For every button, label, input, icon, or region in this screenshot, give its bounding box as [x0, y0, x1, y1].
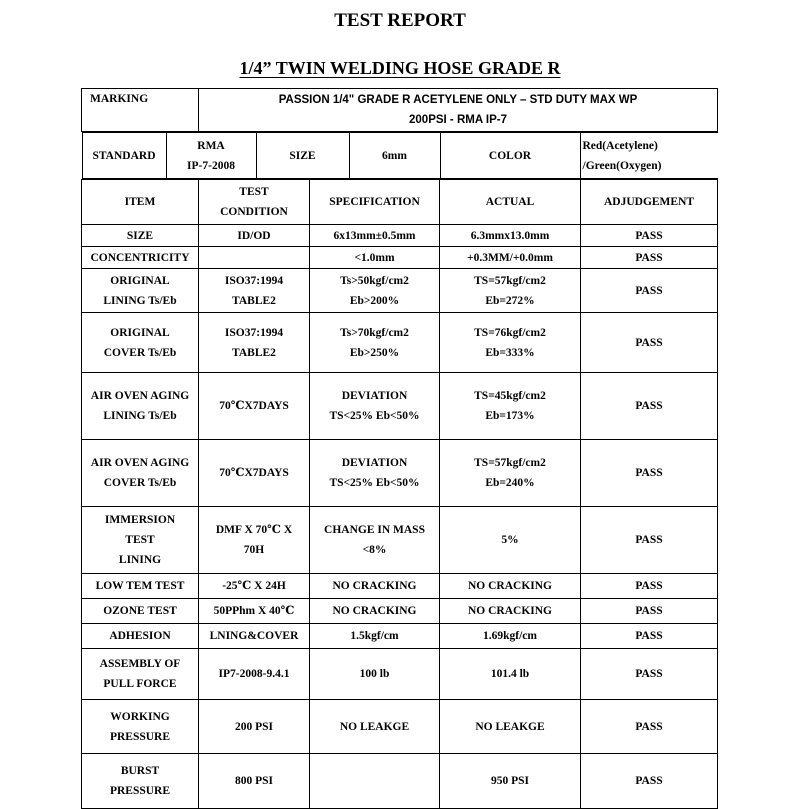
cell-condition-line: 200 PSI: [234, 720, 274, 733]
cell-spec-line: <1.0mm: [354, 251, 395, 264]
cell-result: PASS: [581, 269, 718, 313]
table-row: [82, 700, 718, 754]
cell-spec-line: DEVIATION: [341, 390, 408, 402]
cell-result: PASS: [581, 225, 718, 247]
cell-condition: [199, 649, 310, 700]
cell-item-line: AIR OVEN AGING: [90, 390, 190, 402]
cell-spec-line: NO CRACKING: [332, 580, 417, 592]
table-row: [82, 440, 718, 507]
cell-actual: [440, 599, 581, 624]
cell-condition: [199, 225, 310, 247]
table-row: [82, 247, 718, 269]
table-row: [82, 624, 718, 649]
cell-spec: [310, 440, 440, 507]
col-test-condition-line-1: TEST: [239, 186, 269, 198]
cell-result: PASS: [581, 373, 718, 440]
cell-actual: [440, 247, 581, 269]
cell-item-line: OZONE TEST: [103, 605, 177, 617]
cell-spec-line: Ts>70kgf/cm2: [340, 326, 409, 339]
standard-line-2: IP-7-2008: [187, 159, 235, 172]
standard-subtable: [82, 132, 718, 179]
cell-actual-line: TS=45kgf/cm2: [474, 390, 546, 402]
col-item: ITEM: [82, 180, 199, 225]
cell-item: [82, 649, 199, 700]
color-line-1: Red(Acetylene): [582, 139, 658, 152]
cell-condition-line: ID/OD: [237, 229, 271, 242]
cell-condition-line: IP7-2008-9.4.1: [218, 668, 290, 680]
cell-item-line: LINING Ts/Eb: [103, 294, 177, 307]
cell-result: PASS: [581, 599, 718, 624]
test-report-table: [81, 88, 718, 809]
table-row: [82, 313, 718, 373]
table-row: [82, 373, 718, 440]
cell-actual: [440, 700, 581, 754]
cell-item: [82, 754, 199, 809]
cell-spec-line: CHANGE IN MASS: [324, 524, 425, 536]
cell-item-line: CONCENTRICITY: [90, 251, 190, 264]
cell-spec-line: NO LEAKGE: [339, 720, 410, 733]
cell-spec: [310, 754, 440, 809]
cell-spec-line: Eb>250%: [349, 346, 400, 359]
marking-value: [199, 89, 718, 132]
col-specification: SPECIFICATION: [310, 180, 440, 225]
cell-condition: [199, 754, 310, 809]
report-subtitle: [0, 58, 800, 79]
cell-item-line: PULL FORCE: [103, 678, 177, 690]
cell-condition-line: DMF X 70℃ X: [215, 524, 293, 536]
cell-spec: [310, 269, 440, 313]
cell-item-line: IMMERSION: [104, 514, 176, 526]
cell-actual-line: TS=57kgf/cm2: [474, 274, 546, 287]
cell-condition: [199, 700, 310, 754]
cell-item-line: ORIGINAL: [110, 326, 170, 339]
cell-condition: [199, 574, 310, 599]
cell-spec: [310, 507, 440, 574]
cell-condition: [199, 624, 310, 649]
cell-actual: [440, 754, 581, 809]
marking-line-2: 200PSI - RMA IP-7: [409, 114, 508, 126]
cell-actual-line: Eb=173%: [485, 410, 535, 422]
cell-condition: [199, 440, 310, 507]
cell-result: PASS: [581, 247, 718, 269]
table-row: [82, 599, 718, 624]
cell-item: [82, 574, 199, 599]
cell-spec: [310, 313, 440, 373]
cell-actual: [440, 624, 581, 649]
column-header-row: [82, 180, 718, 225]
cell-actual-line: TS=57kgf/cm2: [474, 457, 546, 469]
cell-condition: [199, 269, 310, 313]
report-subtitle-text: 1/4” TWIN WELDING HOSE GRADE R: [239, 58, 561, 78]
cell-condition-line: ISO37:1994: [224, 326, 284, 339]
col-test-condition: [199, 180, 310, 225]
cell-actual: [440, 507, 581, 574]
cell-result: PASS: [581, 754, 718, 809]
cell-actual-line: NO LEAKGE: [475, 720, 545, 733]
cell-item: [82, 373, 199, 440]
cell-item-line: WORKING: [110, 710, 170, 723]
cell-item-line: AIR OVEN AGING: [90, 457, 190, 469]
cell-actual-line: TS=76kgf/cm2: [474, 326, 546, 339]
cell-item-line: PRESSURE: [109, 730, 171, 743]
cell-actual: [440, 649, 581, 700]
cell-spec-line: DEVIATION: [341, 457, 408, 469]
table-row: [82, 574, 718, 599]
cell-actual-line: Eb=240%: [485, 477, 535, 489]
cell-spec-line: TS<25% Eb<50%: [329, 477, 420, 489]
cell-item: [82, 247, 199, 269]
cell-actual: [440, 574, 581, 599]
cell-item-line: SIZE: [126, 229, 154, 242]
cell-actual-line: 101.4 lb: [490, 668, 530, 680]
size-label: SIZE: [256, 133, 349, 179]
cell-condition-line: LNING&COVER: [209, 630, 299, 642]
cell-item-line: LINING Ts/Eb: [103, 410, 177, 422]
cell-spec: [310, 574, 440, 599]
cell-result: PASS: [581, 624, 718, 649]
cell-actual: [440, 269, 581, 313]
cell-condition-line: ISO37:1994: [224, 274, 284, 287]
size-value: 6mm: [349, 133, 440, 179]
table-row: [82, 754, 718, 809]
cell-actual-line: Eb=333%: [485, 346, 535, 359]
cell-spec-line: NO CRACKING: [332, 605, 417, 617]
cell-spec: [310, 373, 440, 440]
marking-label: MARKING: [82, 89, 199, 132]
cell-item: [82, 700, 199, 754]
cell-actual-line: 950 PSI: [490, 775, 530, 787]
cell-item: [82, 624, 199, 649]
cell-condition: [199, 247, 310, 269]
table-row: [82, 507, 718, 574]
cell-actual-line: NO CRACKING: [467, 605, 552, 617]
cell-item: [82, 440, 199, 507]
cell-spec: [310, 247, 440, 269]
table-row: [82, 649, 718, 700]
col-adjudgement: ADJUDGEMENT: [581, 180, 718, 225]
cell-item-line: LINING: [118, 554, 162, 566]
table-row: [82, 225, 718, 247]
cell-spec: [310, 700, 440, 754]
cell-condition-line: -25℃ X 24H: [222, 580, 286, 592]
cell-condition: [199, 599, 310, 624]
cell-spec-line: 6x13mm±0.5mm: [333, 229, 416, 242]
cell-condition-line: TABLE2: [232, 294, 276, 307]
cell-item-line: COVER Ts/Eb: [103, 477, 177, 489]
color-value: [580, 133, 718, 179]
cell-condition-line: 800 PSI: [234, 775, 274, 787]
cell-condition-line: 70℃X7DAYS: [219, 467, 289, 479]
cell-actual-line: Eb=272%: [485, 294, 535, 307]
cell-actual: [440, 225, 581, 247]
cell-item: [82, 269, 199, 313]
cell-condition: [199, 313, 310, 373]
cell-actual-line: 1.69kgf/cm: [483, 630, 537, 642]
marking-row: [82, 89, 718, 132]
cell-item-line: BURST: [120, 765, 160, 777]
cell-result: PASS: [581, 507, 718, 574]
cell-condition-line: TABLE2: [232, 346, 276, 359]
cell-item-line: ASSEMBLY OF: [99, 658, 181, 670]
cell-item: [82, 507, 199, 574]
standard-row: [82, 132, 718, 180]
col-actual: ACTUAL: [440, 180, 581, 225]
cell-condition-line: 70H: [243, 544, 265, 556]
cell-actual: [440, 373, 581, 440]
cell-actual-line: 5%: [501, 534, 519, 546]
cell-spec: [310, 624, 440, 649]
cell-spec: [310, 599, 440, 624]
standard-value: [166, 133, 256, 179]
cell-item-line: ORIGINAL: [110, 274, 170, 287]
cell-spec-line: 100 lb: [359, 668, 390, 680]
cell-item-line: ADHESION: [109, 630, 171, 642]
standard-label: STANDARD: [82, 133, 166, 179]
cell-item-line: COVER Ts/Eb: [103, 346, 177, 359]
cell-result: PASS: [581, 313, 718, 373]
marking-line-1: PASSION 1/4" GRADE R ACETYLENE ONLY – STD DUTY MAX WP: [278, 94, 638, 106]
cell-result: PASS: [581, 649, 718, 700]
cell-spec-line: Eb>200%: [349, 294, 400, 307]
table-row: [82, 269, 718, 313]
cell-spec-line: TS<25% Eb<50%: [329, 410, 420, 422]
cell-spec-line: Ts>50kgf/cm2: [340, 274, 409, 287]
cell-actual-line: +0.3MM/+0.0mm: [467, 251, 553, 264]
cell-actual-line: NO CRACKING: [467, 580, 552, 592]
report-title: TEST REPORT: [334, 10, 466, 31]
cell-spec: [310, 225, 440, 247]
cell-result: PASS: [581, 574, 718, 599]
cell-spec-line: 1.5kgf/cm: [350, 630, 399, 642]
cell-condition-line: 70℃X7DAYS: [219, 400, 289, 412]
cell-actual: [440, 313, 581, 373]
cell-condition: [199, 373, 310, 440]
cell-condition: [199, 507, 310, 574]
cell-item-line: PRESSURE: [109, 785, 171, 797]
cell-result: PASS: [581, 700, 718, 754]
cell-actual-line: 6.3mmx13.0mm: [470, 229, 550, 242]
cell-actual: [440, 440, 581, 507]
standard-line-1: RMA: [197, 139, 225, 152]
cell-spec: [310, 649, 440, 700]
cell-item-line: LOW TEM TEST: [95, 580, 185, 592]
cell-result: PASS: [581, 440, 718, 507]
cell-item-line: TEST: [125, 534, 155, 546]
cell-condition-line: 50PPhm X 40℃: [213, 605, 295, 617]
cell-spec-line: <8%: [362, 544, 387, 556]
cell-item: [82, 599, 199, 624]
col-test-condition-line-2: CONDITION: [220, 206, 288, 218]
cell-item: [82, 225, 199, 247]
color-label: COLOR: [440, 133, 580, 179]
color-line-2: /Green(Oxygen): [582, 159, 662, 172]
cell-item: [82, 313, 199, 373]
